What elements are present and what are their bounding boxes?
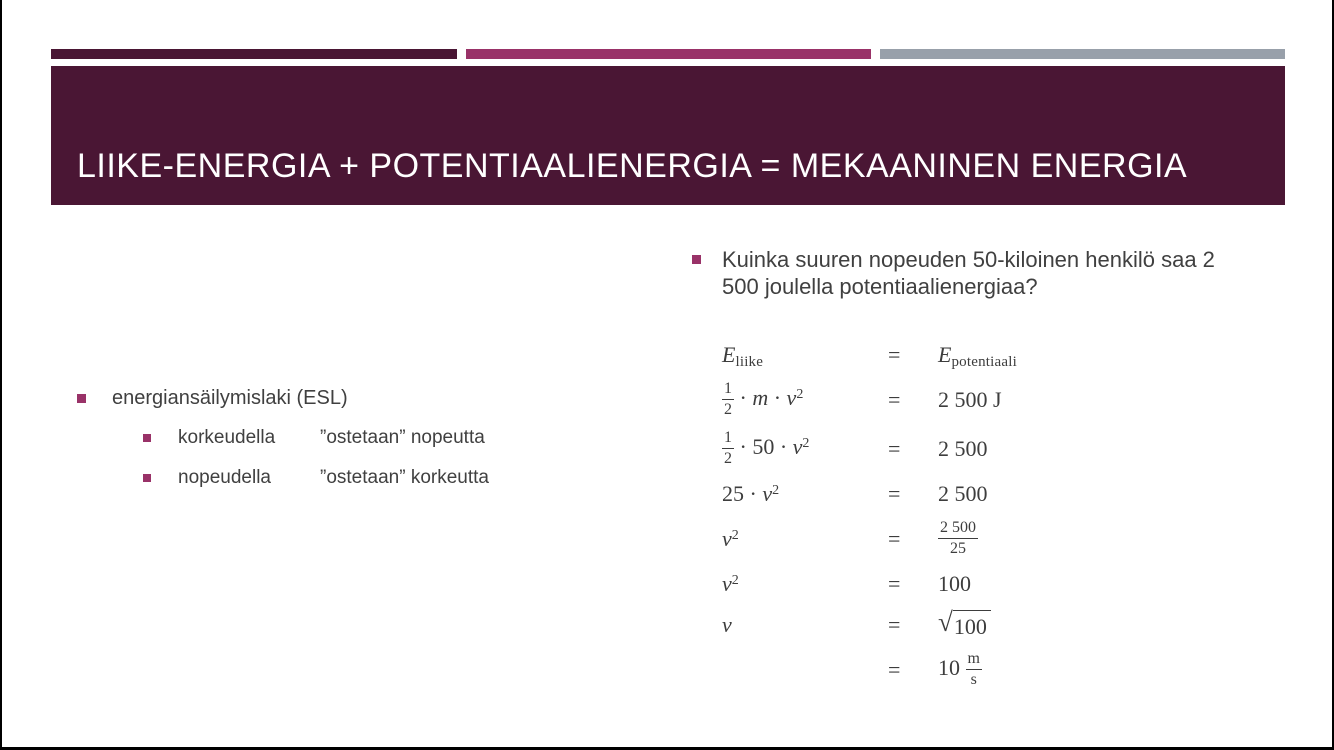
math-variable: v xyxy=(762,480,773,506)
accent-bar-dark xyxy=(51,49,457,59)
math-subscript: liike xyxy=(735,354,764,371)
math-token: 100 xyxy=(938,570,971,596)
math-superscript: 2 xyxy=(731,573,739,589)
right-content xyxy=(692,246,1276,694)
equation-lhs xyxy=(722,380,888,420)
math-token xyxy=(938,341,1017,371)
math-token: 10 xyxy=(938,654,966,680)
math-superscript: 2 xyxy=(802,436,810,452)
math-variable: E xyxy=(722,341,736,367)
math-variable: m xyxy=(752,384,769,410)
equals-sign: = xyxy=(888,480,901,506)
equation-lhs xyxy=(722,571,888,597)
equation-row xyxy=(722,645,1276,694)
radical-icon: √ xyxy=(938,606,953,637)
math-fraction xyxy=(722,429,734,469)
equals-sign: = xyxy=(888,525,901,551)
math-token xyxy=(722,341,764,371)
math-token: 2 500 J xyxy=(938,386,1002,412)
math-superscript: 2 xyxy=(731,528,739,544)
equation-lhs xyxy=(722,429,888,469)
math-token: 25 xyxy=(950,540,966,557)
math-fraction xyxy=(938,519,978,559)
math-token: 2 xyxy=(724,450,732,467)
math-token: 25 · xyxy=(722,480,763,506)
list-item-term: korkeudella xyxy=(178,427,276,448)
math-token: · xyxy=(734,384,753,410)
equation-row xyxy=(722,334,1276,375)
math-token: · 50 · xyxy=(734,433,793,459)
math-token: m xyxy=(966,650,982,670)
math-token: 1 xyxy=(722,380,734,400)
math-superscript: 2 xyxy=(772,483,780,499)
math-sqrt xyxy=(938,606,991,640)
math-token: 1 xyxy=(722,429,734,449)
equation-row xyxy=(722,473,1276,514)
equation-lhs xyxy=(722,526,888,552)
math-token xyxy=(793,434,810,459)
list-item xyxy=(143,467,597,489)
math-token: 2 xyxy=(724,401,732,418)
bullet-square-icon xyxy=(692,255,701,264)
math-subscript: potentiaali xyxy=(951,354,1017,371)
equals-sign: = xyxy=(888,611,901,637)
equation-rhs xyxy=(938,436,1276,462)
equation-lhs xyxy=(722,612,888,638)
equals-sign: = xyxy=(888,386,901,412)
title-band xyxy=(51,66,1285,205)
math-token xyxy=(722,571,739,596)
math-variable: E xyxy=(938,341,952,367)
equation-row xyxy=(722,375,1276,424)
equals-sign: = xyxy=(888,656,901,682)
equation-lhs xyxy=(722,341,888,371)
accent-bar-magenta xyxy=(466,49,871,59)
equation-rhs xyxy=(938,481,1276,507)
list-item xyxy=(143,427,597,449)
equation-rhs xyxy=(938,606,1276,640)
equation-row xyxy=(722,514,1276,563)
list-item-rest: ”ostetaan” korkeutta xyxy=(320,467,489,488)
list-item-label xyxy=(178,467,489,489)
math-superscript: 2 xyxy=(796,387,804,403)
accent-bar-gray xyxy=(880,49,1285,59)
equation-rhs xyxy=(938,650,1276,690)
math-variable: v xyxy=(722,525,732,551)
math-fraction xyxy=(722,380,734,420)
bullet-square-icon xyxy=(77,394,86,403)
math-token xyxy=(787,385,804,410)
equals-sign: = xyxy=(888,341,901,367)
bullet-square-icon xyxy=(143,434,151,442)
equation-row xyxy=(722,563,1276,604)
math-variable: v xyxy=(786,384,797,410)
equation-rhs xyxy=(938,341,1276,371)
math-token xyxy=(762,481,779,506)
equation-row xyxy=(722,604,1276,645)
list-item-label: energiansäilymislaki (ESL) xyxy=(112,387,348,409)
math-token: 2 500 xyxy=(938,519,978,539)
list-item-term: nopeudella xyxy=(178,467,271,488)
list-item xyxy=(77,387,597,410)
math-variable: v xyxy=(722,570,732,596)
math-token: 2 500 xyxy=(938,435,988,461)
question-text: Kuinka suuren nopeuden 50-kiloinen henkilö saa 2 500 joulella potentiaalienergiaa? xyxy=(722,247,1215,299)
equals-sign: = xyxy=(888,570,901,596)
math-token: · xyxy=(768,384,787,410)
math-variable: v xyxy=(792,433,803,459)
left-bullet-list xyxy=(77,387,597,507)
math-token: 2 500 xyxy=(938,480,988,506)
equation-row xyxy=(722,424,1276,473)
math-variable: v xyxy=(722,611,732,637)
math-token: s xyxy=(970,671,977,688)
equation-rhs xyxy=(938,519,1276,559)
math-fraction xyxy=(966,650,982,690)
math-token: 100 xyxy=(953,610,991,640)
math-token xyxy=(722,526,739,551)
slide-title: LIIKE-ENERGIA + POTENTIAALIENERGIA = MEKAANINEN ENERGIA xyxy=(77,147,1188,185)
question-item xyxy=(692,246,1276,300)
list-item-rest: ”ostetaan” nopeutta xyxy=(320,427,485,448)
equation-lhs xyxy=(722,481,888,507)
list-item-label xyxy=(178,427,485,449)
equals-sign: = xyxy=(888,435,901,461)
equation-rhs xyxy=(938,387,1276,413)
equation-block xyxy=(722,334,1276,694)
bullet-square-icon xyxy=(143,474,151,482)
equation-rhs xyxy=(938,571,1276,597)
